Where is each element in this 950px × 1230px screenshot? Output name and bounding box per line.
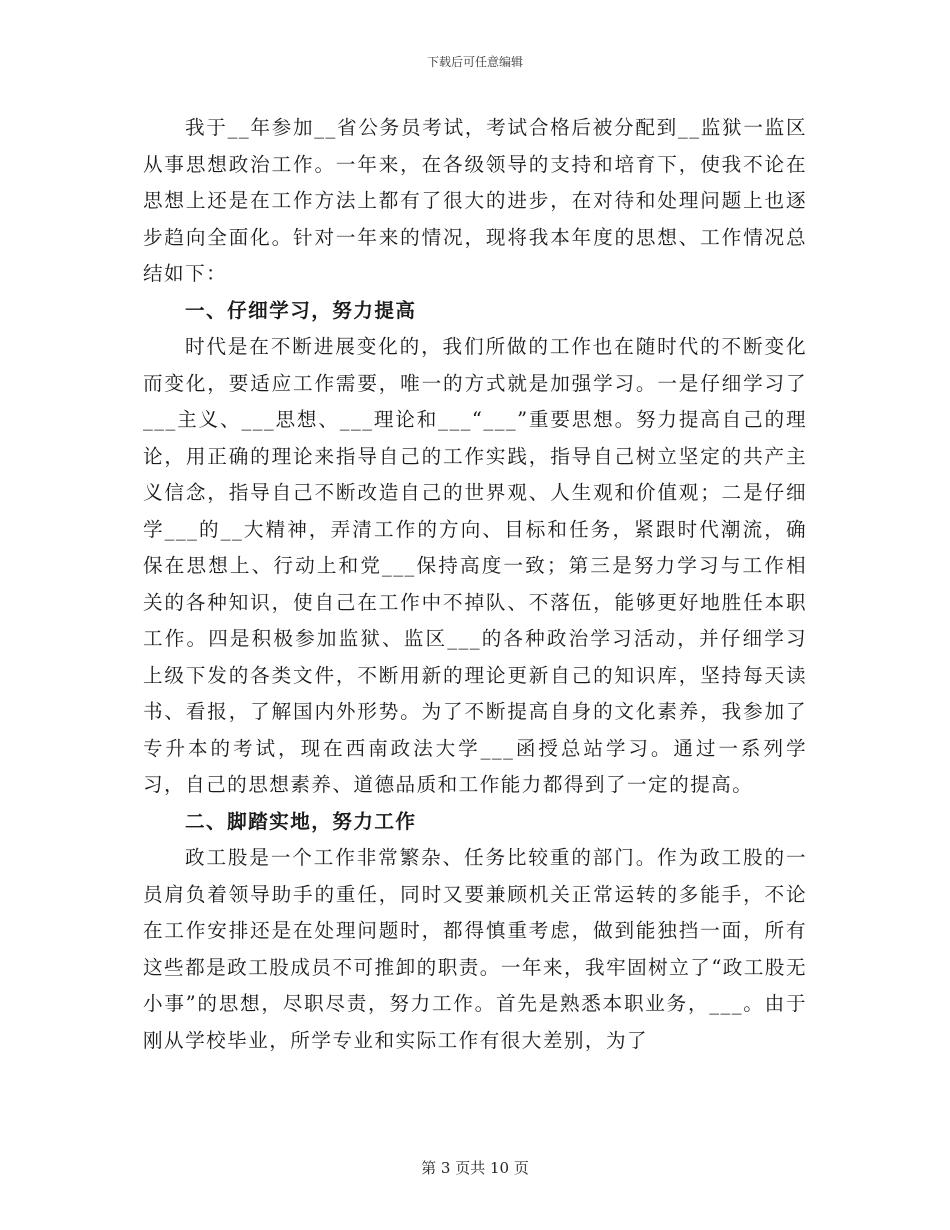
paragraph-work: 政工股是一个工作非常繁杂、任务比较重的部门。作为政工股的一员肩负着领导助手的重任，同时又要兼顾机关正常运转的多能手，不论在工作安排还是在处理问题时，都得慎重考虑，做到能独挡一面，所有这些都是政工股成员不可推卸的职责。一年来，我牢固树立了“政工股无小事”的思想，尽职尽责，努力工作。首先是熟悉本职业务，___。由于刚从学校毕业，所学专业和实际工作有很大差别，为了	[143, 846, 807, 1052]
page-header: 下载后可任意编辑	[426, 55, 523, 69]
document-body	[143, 110, 807, 1059]
section-heading-1: 一、仔细学习，努力提高	[185, 298, 417, 322]
section-heading-2: 二、脚踏实地，努力工作	[185, 809, 417, 833]
paragraph-intro: 我于__年参加__省公务员考试，考试合格后被分配到__监狱一监区从事思想政治工作。一年来，在各级领导的支持和培育下，使我不论在思想上还是在工作方法上都有了很大的进步，在对待和处理问题上也逐步趋向全面化。针对一年来的情况，现将我本年度的思想、工作情况总结如下：	[143, 116, 807, 285]
page-number: 第 3 页共 10 页	[421, 1159, 529, 1177]
paragraph-study: 时代是在不断进展变化的，我们所做的工作也在随时代的不断变化而变化，要适应工作需要，唯一的方式就是加强学习。一是仔细学习了___主义、___思想、___理论和___“___”重要思想。努力提高自己的理论，用正确的理论来指导自己的工作实践，指导自己树立坚定的共产主义信念，指导自己不断改造自己的世界观、人生观和价值观；二是仔细学___的__大精神，弄清工作的方向、目标和任务，紧跟时代潮流，确保在思想上、行动上和党___保持高度一致；第三是努力学习与工作相关的各种知识，使自己在工作中不掉队、不落伍，能够更好地胜任本职工作。四是积极参加监狱、监区___的各种政治学习活动，并仔细学习上级下发的各类文件，不断用新的理论更新自己的知识库，坚持每天读书、看报，了解国内外形势。为了不断提高自身的文化素养，我参加了专升本的考试，现在西南政法大学___函授总站学习。通过一系列学习，自己的思想素养、道德品质和工作能力都得到了一定的提高。	[143, 335, 807, 796]
